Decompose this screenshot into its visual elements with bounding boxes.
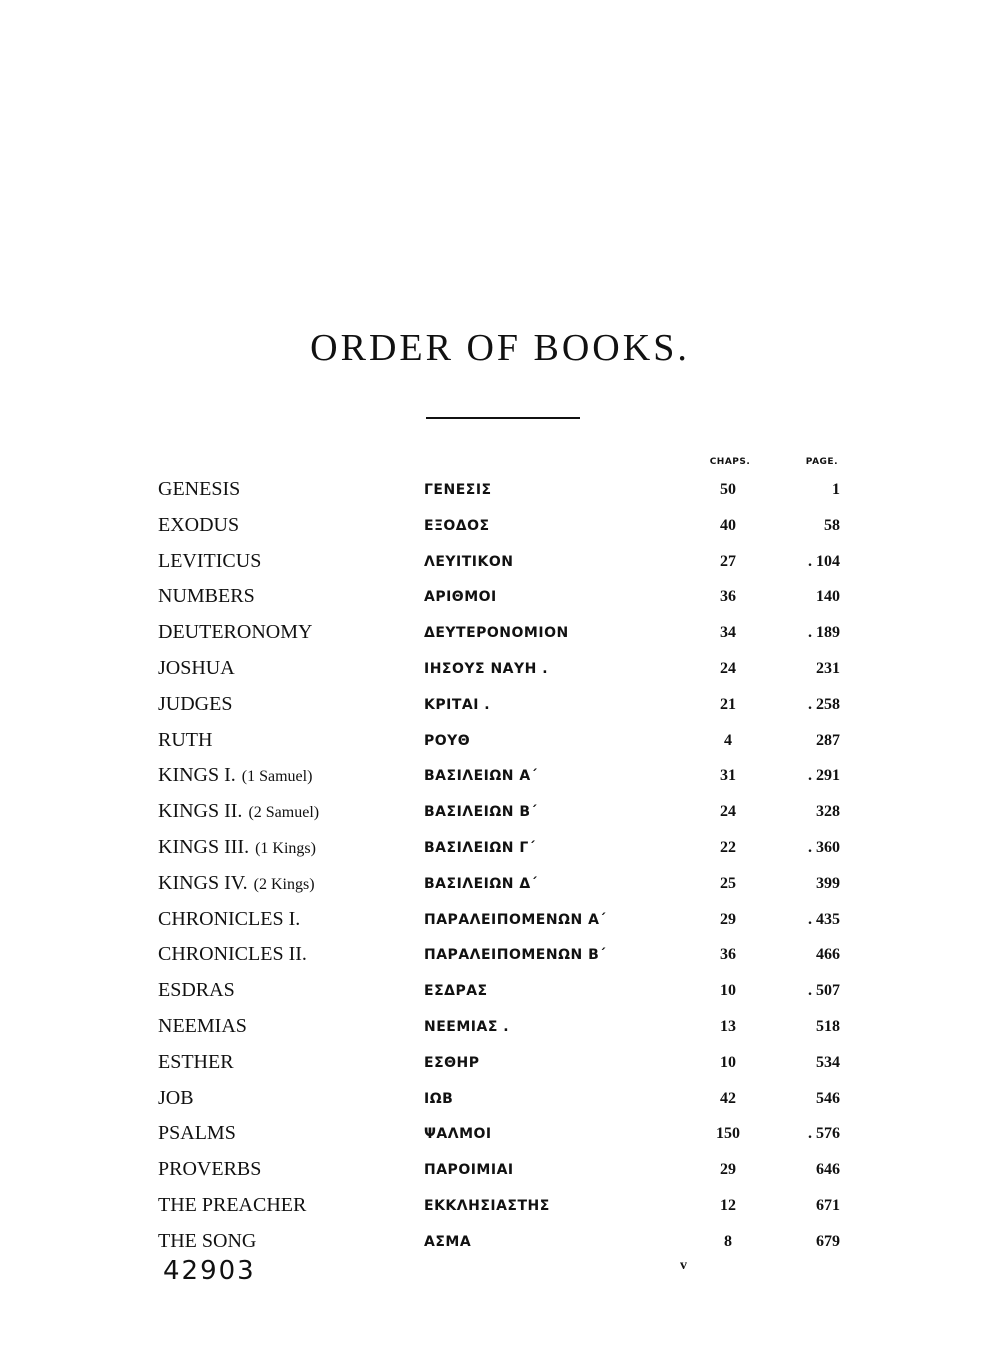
book-name-text: ESDRAS bbox=[158, 979, 235, 1002]
greek-name: ΕΣΔΡΑΣ bbox=[424, 983, 488, 1000]
table-row bbox=[0, 943, 1000, 979]
page-number: 328 bbox=[816, 803, 840, 821]
table-row bbox=[0, 1015, 1000, 1051]
table-row bbox=[0, 908, 1000, 944]
greek-name: ΠΑΡΟΙΜΙΑΙ bbox=[424, 1162, 514, 1179]
table-row bbox=[0, 621, 1000, 657]
chapter-count: 13 bbox=[720, 1018, 736, 1035]
chapter-count: 10 bbox=[720, 1053, 736, 1071]
book-name bbox=[158, 514, 245, 537]
book-name-text: JOSHUA bbox=[158, 657, 235, 679]
book-name bbox=[158, 585, 261, 608]
greek-name: ΒΑΣΙΛΕΙΩΝ Β΄ bbox=[424, 804, 538, 821]
page-number: 140 bbox=[816, 588, 840, 606]
table-row bbox=[0, 1158, 1000, 1194]
page-number: 231 bbox=[816, 660, 840, 677]
book-name bbox=[158, 478, 246, 501]
book-name bbox=[158, 1122, 242, 1145]
chapter-count: 27 bbox=[720, 552, 736, 570]
chapter-count: 36 bbox=[720, 588, 736, 606]
header-page: PAGE. bbox=[805, 457, 838, 467]
book-name-text: CHRONICLES I. bbox=[158, 907, 301, 930]
greek-name: ΚΡΙΤΑΙ . bbox=[424, 696, 491, 713]
table-row bbox=[0, 979, 1000, 1015]
greek-name: ΒΑΣΙΛΕΙΩΝ Γ΄ bbox=[424, 840, 536, 856]
chapter-count: 21 bbox=[720, 695, 736, 713]
page-number: . 104 bbox=[808, 552, 840, 570]
book-name bbox=[158, 764, 312, 787]
book-name bbox=[158, 1230, 262, 1253]
greek-name: ΕΞΟΔΟΣ bbox=[424, 517, 490, 534]
greek-name: ΔΕΥΤΕΡΟΝΟΜΙΟΝ bbox=[424, 625, 569, 642]
book-name-text: KINGS II. bbox=[158, 800, 243, 823]
table-row bbox=[0, 1051, 1000, 1087]
table-row bbox=[0, 693, 1000, 729]
book-name bbox=[158, 836, 316, 859]
greek-name: ΙΩΒ bbox=[424, 1090, 454, 1107]
chapter-count: 29 bbox=[720, 1161, 736, 1179]
book-name-text: KINGS III. bbox=[158, 836, 250, 858]
book-name bbox=[158, 1015, 253, 1038]
book-alt-name: (1 Samuel) bbox=[241, 768, 313, 786]
book-name bbox=[158, 621, 318, 644]
table-row bbox=[0, 1087, 1000, 1123]
book-name-text: PROVERBS bbox=[158, 1158, 262, 1181]
table-row bbox=[0, 514, 1000, 550]
book-name-text: ESTHER bbox=[158, 1050, 234, 1073]
greek-name: ΑΡΙΘΜΟΙ bbox=[424, 589, 497, 606]
page-number: . 291 bbox=[808, 767, 840, 785]
book-name-text: CHRONICLES II. bbox=[158, 943, 307, 966]
chapter-count: 4 bbox=[724, 731, 732, 749]
greek-name: ΕΚΚΛΗΣΙΑΣΤΗΣ bbox=[424, 1198, 550, 1214]
chapter-count: 29 bbox=[720, 910, 736, 928]
book-name bbox=[158, 1194, 312, 1217]
greek-name: ΠΑΡΑΛΕΙΠΟΜΕΝΩΝ Α΄ bbox=[424, 911, 607, 928]
table-row bbox=[0, 872, 1000, 908]
greek-name: ΒΑΣΙΛΕΙΩΝ Α΄ bbox=[424, 768, 538, 785]
greek-name: ΕΣΘΗΡ bbox=[424, 1054, 480, 1071]
page-number: . 189 bbox=[808, 624, 840, 642]
title-rule bbox=[426, 417, 580, 419]
book-name-text: RUTH bbox=[158, 728, 213, 751]
greek-name: ΨΑΛΜΟΙ bbox=[424, 1126, 492, 1143]
book-alt-name: (2 Kings) bbox=[253, 875, 315, 893]
page-number: 679 bbox=[816, 1232, 840, 1250]
chapter-count: 25 bbox=[720, 874, 736, 892]
book-name bbox=[158, 1087, 200, 1110]
table-row bbox=[0, 800, 1000, 836]
table-row bbox=[0, 585, 1000, 621]
book-alt-name: (2 Samuel) bbox=[248, 804, 320, 822]
chapter-count: 34 bbox=[720, 624, 736, 642]
chapter-count: 10 bbox=[720, 982, 736, 1000]
page-number: 287 bbox=[816, 731, 840, 749]
book-name bbox=[158, 693, 238, 716]
chapter-count: 31 bbox=[720, 767, 736, 785]
page-number: . 360 bbox=[808, 839, 840, 856]
chapter-count: 24 bbox=[720, 803, 736, 821]
chapter-count: 36 bbox=[720, 946, 736, 964]
table-row bbox=[0, 729, 1000, 765]
book-name-text: KINGS I. bbox=[158, 764, 236, 787]
table-row bbox=[0, 1230, 1000, 1266]
chapter-count: 8 bbox=[724, 1232, 732, 1250]
page-number: . 258 bbox=[808, 695, 840, 713]
page-number: 646 bbox=[816, 1161, 840, 1179]
book-name bbox=[158, 729, 218, 752]
book-name bbox=[158, 1158, 267, 1181]
book-name-text: LEVITICUS bbox=[158, 549, 262, 572]
book-name-text: EXODUS bbox=[158, 513, 240, 536]
book-name-text: THE PREACHER bbox=[158, 1194, 307, 1216]
chapter-count: 40 bbox=[720, 516, 736, 534]
table-row bbox=[0, 1194, 1000, 1230]
book-name-text: KINGS IV. bbox=[158, 871, 248, 894]
greek-name: ΒΑΣΙΛΕΙΩΝ Δ΄ bbox=[424, 875, 538, 892]
chapter-count: 24 bbox=[720, 660, 736, 677]
book-name bbox=[158, 550, 267, 573]
greek-name: ΑΣΜΑ bbox=[424, 1233, 472, 1250]
book-name-text: JUDGES bbox=[158, 692, 233, 715]
greek-name: ΠΑΡΑΛΕΙΠΟΜΕΝΩΝ Β΄ bbox=[424, 947, 606, 964]
book-name-text: PSALMS bbox=[158, 1122, 236, 1145]
greek-name: ΝΕΕΜΙΑΣ . bbox=[424, 1019, 510, 1035]
header-chaps: CHAPS. bbox=[709, 457, 751, 467]
book-name-text: GENESIS bbox=[158, 478, 241, 500]
page-number: 671 bbox=[816, 1197, 840, 1214]
table-row bbox=[0, 764, 1000, 800]
page-number: 546 bbox=[816, 1089, 840, 1107]
chapter-count: 42 bbox=[720, 1089, 736, 1107]
page-number: 1 bbox=[832, 481, 840, 498]
book-name bbox=[158, 943, 313, 966]
book-name bbox=[158, 1051, 240, 1074]
book-name-text: JOB bbox=[158, 1086, 194, 1109]
page-number: 58 bbox=[824, 516, 840, 534]
greek-name: ΛΕΥΙΤΙΚΟΝ bbox=[424, 553, 514, 570]
page-number: . 435 bbox=[808, 910, 840, 928]
book-name-text: NUMBERS bbox=[158, 585, 255, 608]
table-row bbox=[0, 657, 1000, 693]
book-name bbox=[158, 800, 319, 823]
chapter-count: 150 bbox=[716, 1125, 740, 1143]
greek-name: ΡΟΥΘ bbox=[424, 732, 471, 749]
table-row bbox=[0, 836, 1000, 872]
page-number: 466 bbox=[816, 946, 840, 964]
page-number: 399 bbox=[816, 874, 840, 892]
book-name-text: NEEMIAS bbox=[158, 1015, 247, 1037]
chapter-count: 12 bbox=[720, 1197, 736, 1214]
book-name bbox=[158, 908, 306, 931]
book-name bbox=[158, 872, 315, 895]
greek-name: ΙΗΣΟΥΣ ΝΑΥΗ . bbox=[424, 661, 549, 677]
table-row bbox=[0, 550, 1000, 586]
chapter-count: 50 bbox=[720, 481, 736, 498]
page-number: . 507 bbox=[808, 982, 840, 1000]
book-name-text: THE SONG bbox=[158, 1229, 257, 1252]
table-row bbox=[0, 1122, 1000, 1158]
book-name bbox=[158, 657, 241, 680]
page-title: ORDER OF BOOKS. bbox=[310, 327, 690, 369]
page-number: 534 bbox=[816, 1053, 840, 1071]
page-number: 518 bbox=[816, 1018, 840, 1035]
folio: v bbox=[680, 1258, 687, 1273]
book-name-text: DEUTERONOMY bbox=[158, 621, 313, 644]
book-alt-name: (1 Kings) bbox=[255, 840, 316, 857]
chapter-count: 22 bbox=[720, 839, 736, 856]
table-row bbox=[0, 478, 1000, 514]
book-name bbox=[158, 979, 241, 1002]
greek-name: ΓΕΝΕΣΙΣ bbox=[424, 482, 492, 498]
accession-number: 42903 bbox=[163, 1256, 256, 1286]
page-number: . 576 bbox=[808, 1125, 840, 1143]
